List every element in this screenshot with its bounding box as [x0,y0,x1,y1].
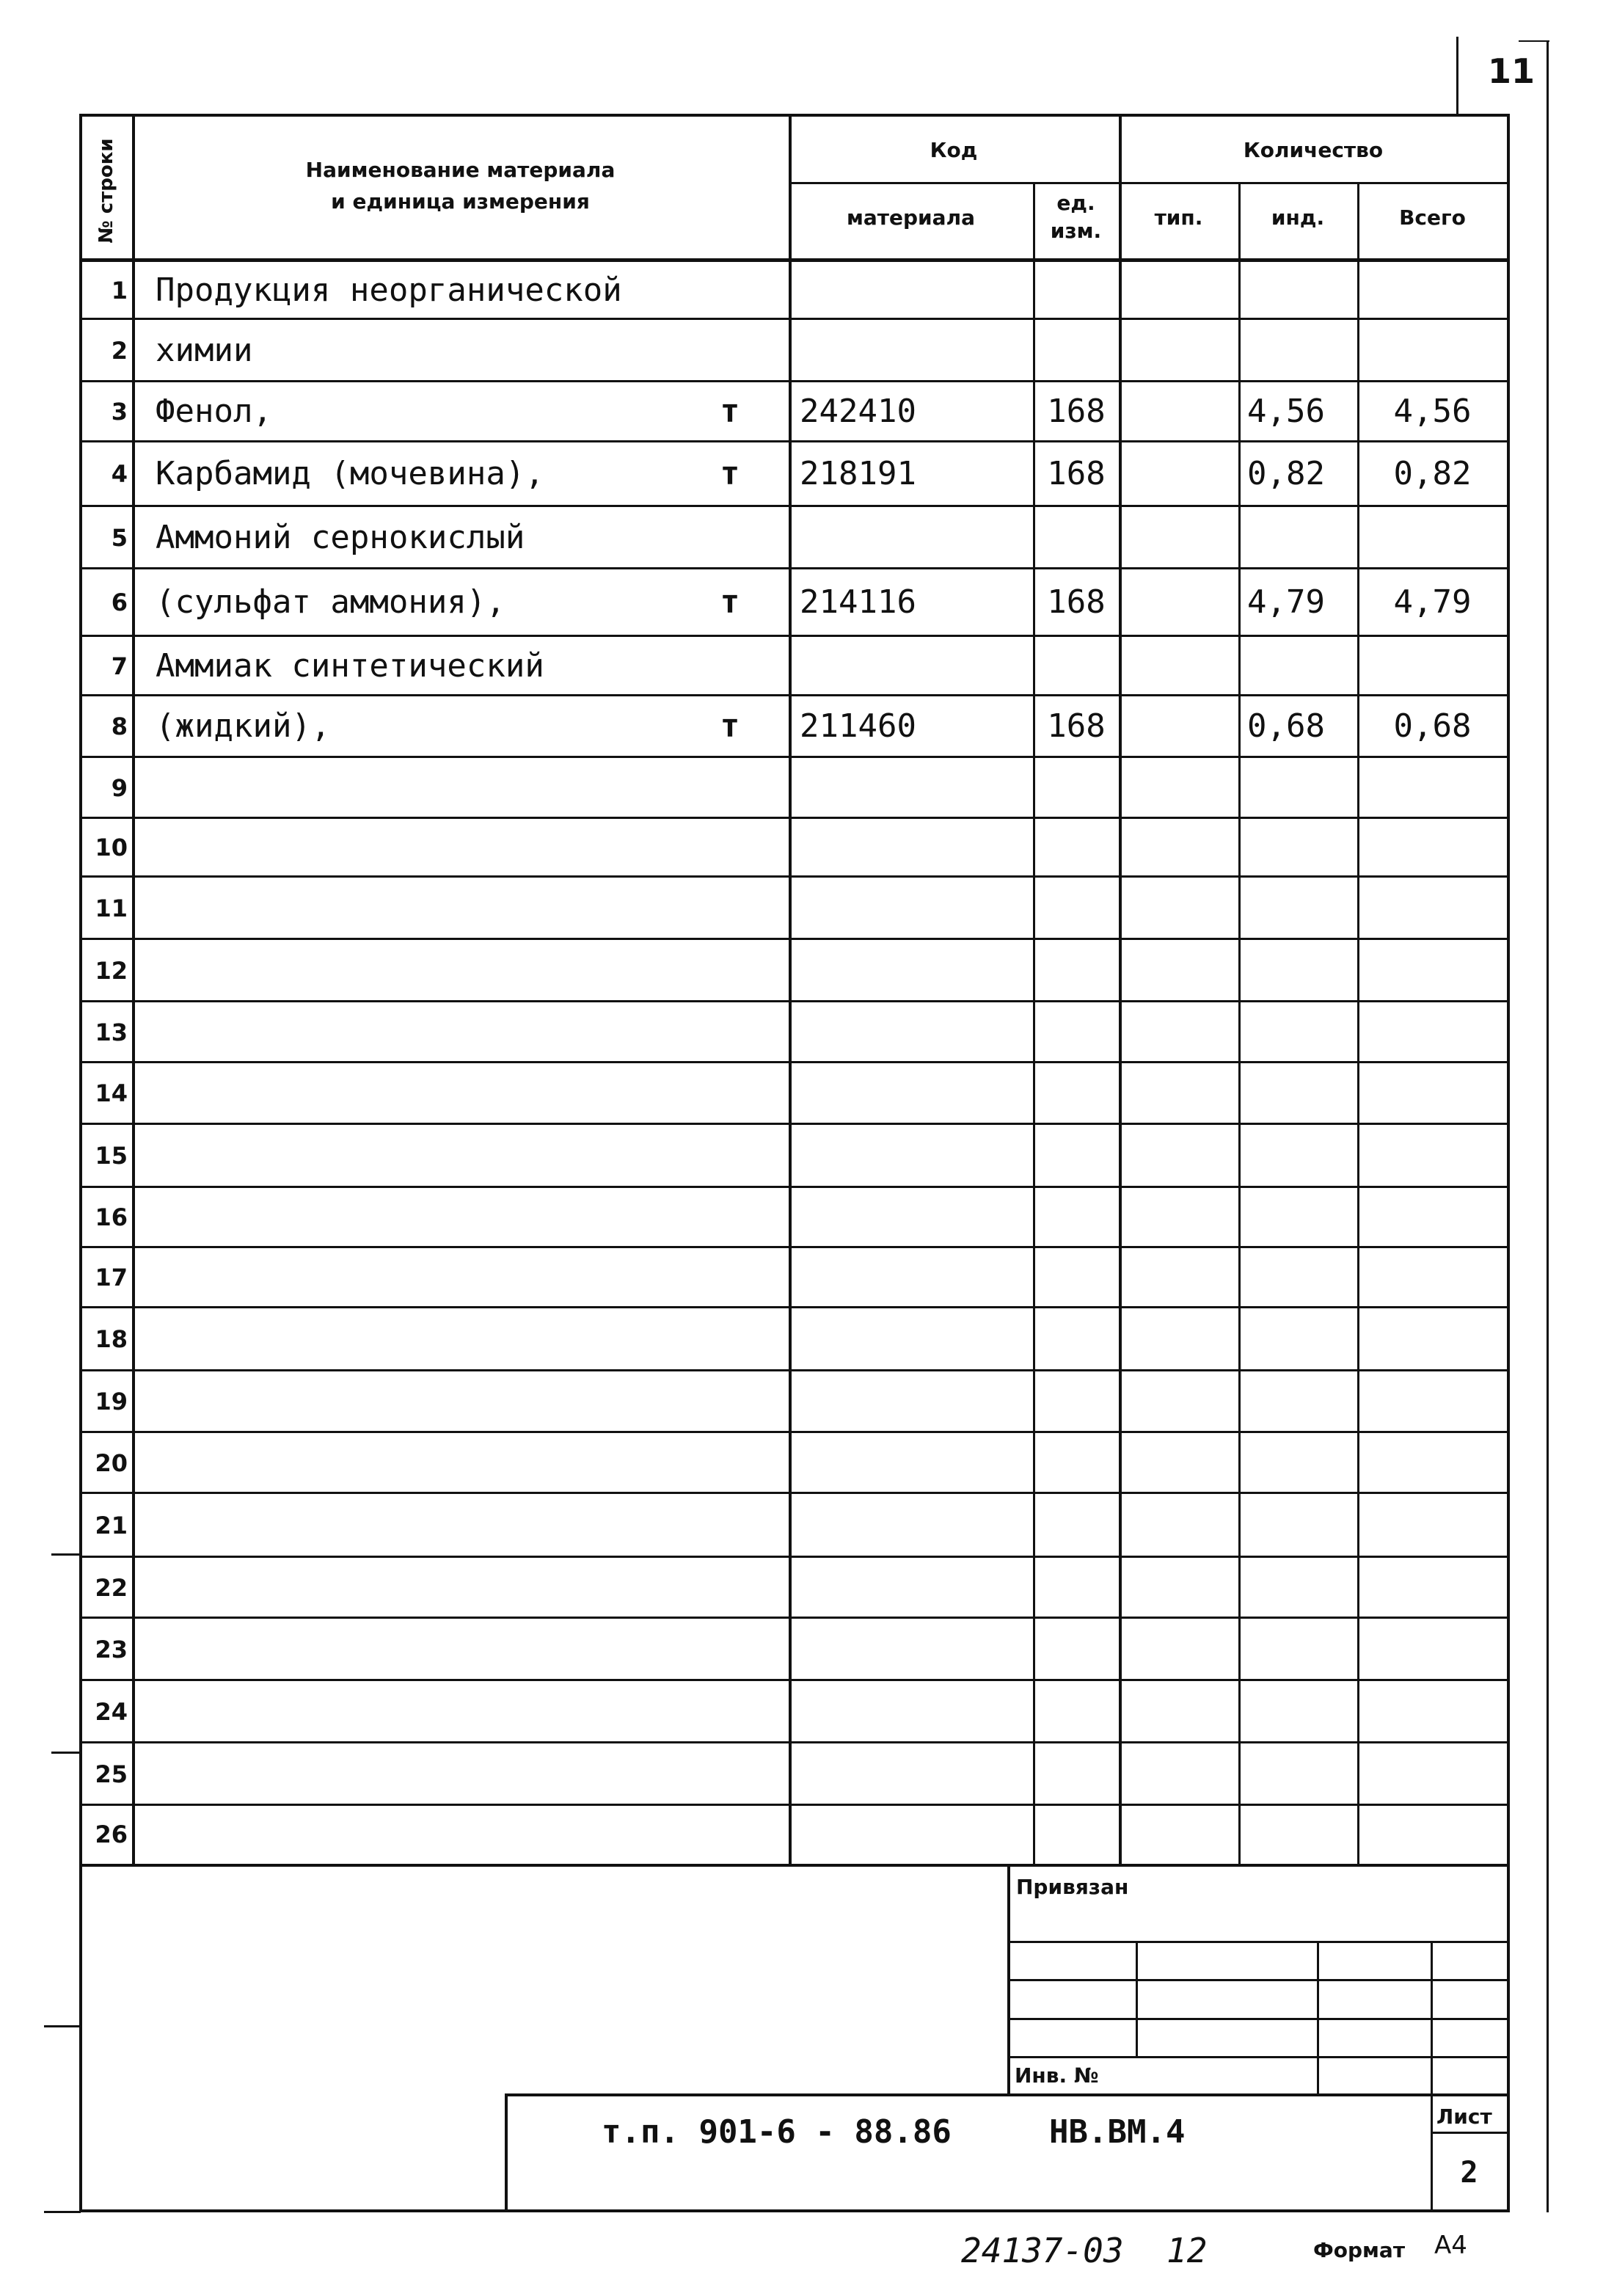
table-row [0,1002,1603,1063]
code-material-header: материала [847,205,975,230]
table-row [0,569,1603,636]
row-number: 6 [111,588,128,616]
table-row [0,506,1603,569]
row-number: 5 [111,524,128,552]
quantity-total-header: Всего [1399,205,1466,230]
table-row [0,877,1603,939]
row-number: 13 [95,1018,128,1046]
sheet-number: 2 [1460,2156,1478,2190]
archive-number: 24137-03 [961,2231,1124,2270]
table-row [0,1187,1603,1247]
quantity-ind: 0,68 [1247,707,1325,745]
unit-code: 168 [1047,583,1106,621]
row-number: 25 [95,1760,128,1788]
row-number: 21 [95,1512,128,1539]
material-name: химии [156,332,253,369]
format-value: А4 [1434,2231,1467,2260]
unit-code: 168 [1047,707,1106,745]
table-row [0,1432,1603,1493]
archive-sheet: 12 [1166,2231,1208,2270]
row-number: 11 [95,894,128,922]
table-row [0,442,1603,506]
material-unit: т [720,455,740,492]
name-header-line1: Наименование материала [305,158,616,182]
row-number: 2 [111,337,128,365]
table-row [0,939,1603,1002]
row-number: 10 [95,834,128,861]
row-number: 3 [111,398,128,426]
row-number: 18 [95,1325,128,1353]
format-label: Формат [1313,2238,1406,2262]
material-code: 242410 [800,393,916,430]
code-unit-header-line2: изм. [1050,219,1102,243]
quantity-total: 0,82 [1393,455,1472,492]
unit-code: 168 [1047,393,1106,430]
material-name: Аммоний сернокислый [156,519,525,556]
row-number: 15 [95,1142,128,1170]
row-number-header: № строки [95,138,117,244]
table-row [0,636,1603,696]
quantity-header: Количество [1243,138,1384,162]
material-name: Фенол, [156,393,272,430]
material-name: (жидкий), [156,707,331,745]
material-name: (сульфат аммония), [156,583,505,621]
row-number: 7 [111,652,128,680]
table-row [0,262,1603,319]
row-number: 16 [95,1203,128,1231]
row-number: 4 [111,460,128,488]
row-number: 24 [95,1698,128,1726]
table-row [0,696,1603,757]
quantity-total: 4,79 [1393,583,1472,621]
attached-label: Привязан [1016,1875,1129,1899]
material-code: 218191 [800,455,916,492]
sheet-label: Лист [1436,2104,1492,2129]
row-number: 23 [95,1636,128,1663]
inventory-label: Инв. № [1015,2063,1099,2088]
table-row [0,1308,1603,1371]
row-number: 19 [95,1388,128,1415]
quantity-total: 0,68 [1393,707,1472,745]
document-code: т.п. 901-6 - 88.86 [602,2113,952,2151]
row-number: 9 [111,774,128,802]
table-row [0,1371,1603,1432]
quantity-typ-header: тип. [1154,205,1203,230]
table-row [0,1557,1603,1618]
unit-code: 168 [1047,455,1106,492]
row-number: 17 [95,1264,128,1291]
table-row [0,319,1603,382]
material-name: Карбамид (мочевина), [156,455,544,492]
row-number: 14 [95,1079,128,1107]
table-row [0,1743,1603,1805]
row-number: 20 [95,1449,128,1477]
row-number: 12 [95,957,128,985]
quantity-ind: 4,79 [1247,583,1325,621]
quantity-ind-header: инд. [1271,205,1325,230]
material-code: 214116 [800,583,916,621]
name-header-line2: и единица измерения [331,189,590,214]
table-row [0,1805,1603,1864]
page-corner-number: 11 [1488,51,1536,91]
table-row [0,1063,1603,1124]
material-unit: т [720,707,740,745]
material-name: Продукция неорганической [156,271,622,309]
code-unit-header-line1: ед. [1056,191,1095,215]
table-row [0,1618,1603,1680]
table-row [0,1247,1603,1308]
table-row [0,818,1603,877]
row-number: 8 [111,713,128,740]
row-number: 26 [95,1821,128,1848]
table-row [0,757,1603,818]
row-number: 22 [95,1574,128,1602]
quantity-total: 4,56 [1393,393,1472,430]
material-unit: т [720,583,740,621]
row-number: 1 [111,277,128,305]
table-row [0,1493,1603,1557]
table-row [0,382,1603,442]
material-name: Аммиак синтетический [156,647,544,685]
table-row [0,1680,1603,1743]
document-mark: НВ.ВМ.4 [1049,2113,1186,2151]
table-row [0,1124,1603,1187]
quantity-ind: 4,56 [1247,393,1325,430]
code-header: Код [930,138,978,162]
quantity-ind: 0,82 [1247,455,1325,492]
material-unit: т [720,393,740,430]
material-code: 211460 [800,707,916,745]
